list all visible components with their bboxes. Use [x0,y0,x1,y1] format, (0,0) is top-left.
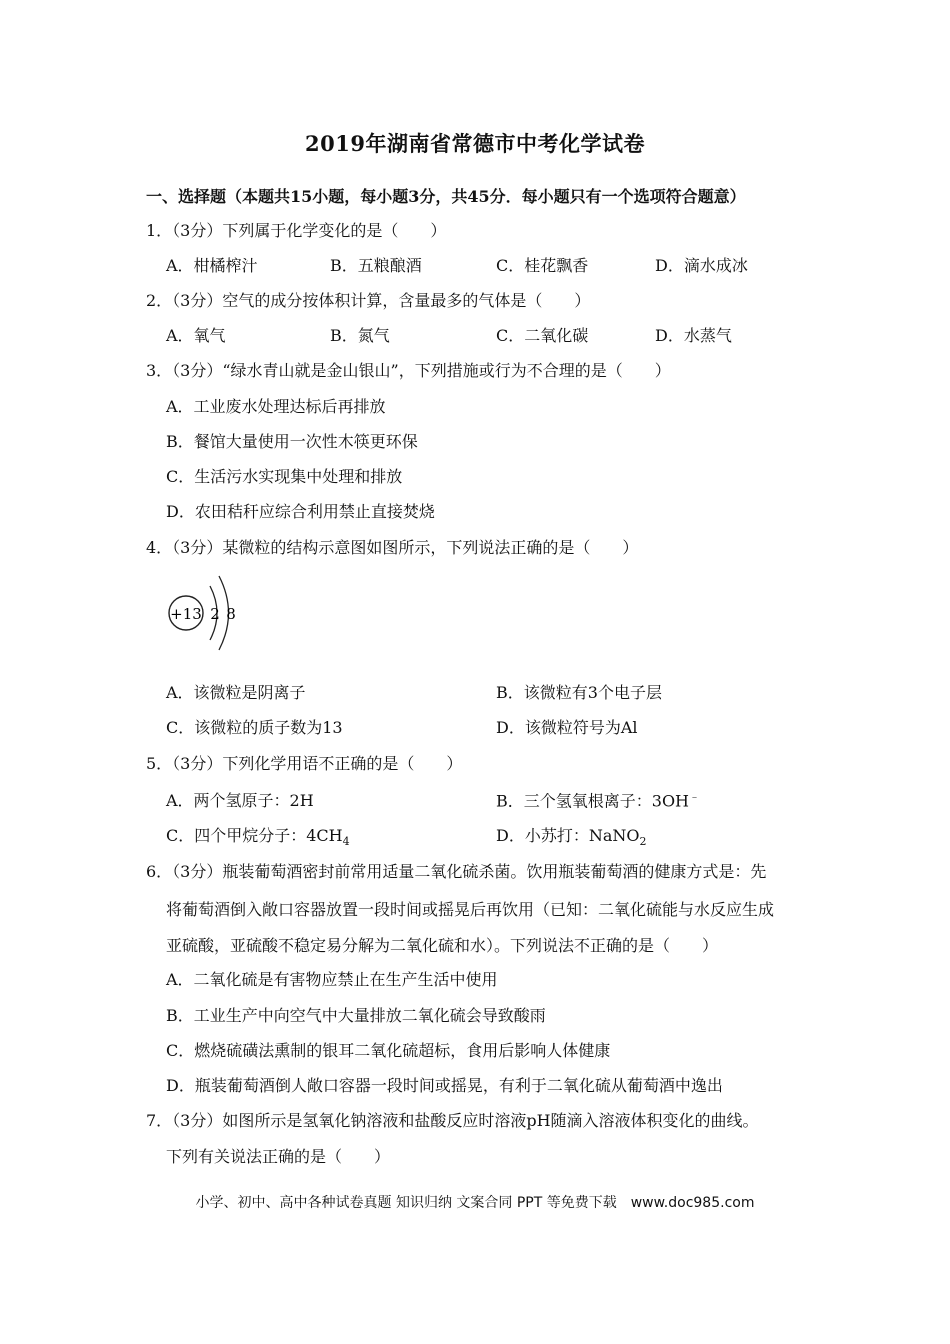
q1-option-d: D．滴水成冰 [655,256,748,275]
q5-option-c [166,823,350,848]
question-1-stem: 1．（3分）下列属于化学变化的是（ ） [146,221,447,240]
q2-option-b: B．氮气 [330,326,390,345]
question-6-line-1: 6．（3分）瓶装葡萄酒密封前常用适量二氧化硫杀菌。饮用瓶装葡萄酒的健康方式是：先 [146,862,767,881]
question-6-line-3: 亚硫酸，亚硫酸不稳定易分解为二氧化硫和水）。下列说法不正确的是（ ） [166,936,719,955]
q3-option-c: C．生活污水实现集中处理和排放 [166,467,403,486]
q5-option-a: A．两个氢原子：2H [166,791,314,810]
q6-option-d: D．瓶装葡萄酒倒人敞口容器一段时间或摇晃，有利于二氧化硫从葡萄酒中逸出 [166,1076,723,1095]
question-3-stem: 3．（3分）“绿水青山就是金山银山”，下列措施或行为不合理的是（ ） [146,361,671,380]
question-5-stem: 5．（3分）下列化学用语不正确的是（ ） [146,754,463,773]
question-7-line-2: 下列有关说法正确的是（ ） [166,1147,391,1166]
q4-option-c: C．该微粒的质子数为13 [166,718,343,737]
section-heading: 一、选择题（本题共15小题，每小题3分，共45分．每小题只有一个选项符合题意） [146,187,746,206]
q4-option-d: D．该微粒符号为Al [496,718,638,737]
q6-option-b: B．工业生产中向空气中大量排放二氧化硫会导致酸雨 [166,1006,546,1025]
q5-option-b-text: B．三个氢氧根离子：3OH [496,791,690,811]
shell-1-electrons: 2 [210,605,220,623]
q5-option-b-superscript: ﹣ [689,790,701,803]
question-4-stem: 4．（3分）某微粒的结构示意图如图所示，下列说法正确的是（ ） [146,538,639,557]
q2-option-a: A．氧气 [166,326,226,345]
q6-option-c: C．燃烧硫磺法熏制的银耳二氧化硫超标，食用后影响人体健康 [166,1041,611,1060]
atom-structure-diagram [164,568,244,658]
q5-option-d [496,823,647,848]
q1-option-c: C．桂花飘香 [496,256,589,275]
shell-2-electrons: 8 [226,605,236,623]
q5-option-b [496,788,700,811]
q5-option-d-subscript: 2 [639,835,647,849]
q1-option-a: A．柑橘榨汁 [166,256,258,275]
q3-option-b: B．餐馆大量使用一次性木筷更环保 [166,432,418,451]
q4-option-a: A．该微粒是阴离子 [166,683,306,702]
page-footer: 小学、初中、高中各种试卷真题 知识归纳 文案合同 PPT 等免费下载 www.doc985.com [195,1195,755,1211]
question-2-stem: 2．（3分）空气的成分按体积计算，含量最多的气体是（ ） [146,291,591,310]
q2-option-d: D．水蒸气 [655,326,732,345]
q3-option-d: D．农田秸秆应综合利用禁止直接焚烧 [166,502,435,521]
question-6-line-2: 将葡萄酒倒入敞口容器放置一段时间或摇晃后再饮用（已知：二氧化硫能与水反应生成 [166,900,775,919]
nucleus-charge: +13 [170,605,202,623]
q2-option-c: C．二氧化碳 [496,326,589,345]
q4-option-b: B．该微粒有3个电子层 [496,683,662,702]
page-title: 2019年湖南省常德市中考化学试卷 [305,131,645,156]
question-7-line-1: 7．（3分）如图所示是氢氧化钠溶液和盐酸反应时溶液pH随滴入溶液体积变化的曲线。 [146,1111,759,1130]
q5-option-c-subscript: 4 [342,835,350,849]
q3-option-a: A．工业废水处理达标后再排放 [166,397,386,416]
q6-option-a: A．二氧化硫是有害物应禁止在生产生活中使用 [166,970,498,989]
q5-option-d-text: D．小苏打：NaNO [496,826,640,845]
q1-option-b: B．五粮酿酒 [330,256,422,275]
q5-option-c-text: C．四个甲烷分子：4CH [166,826,343,845]
